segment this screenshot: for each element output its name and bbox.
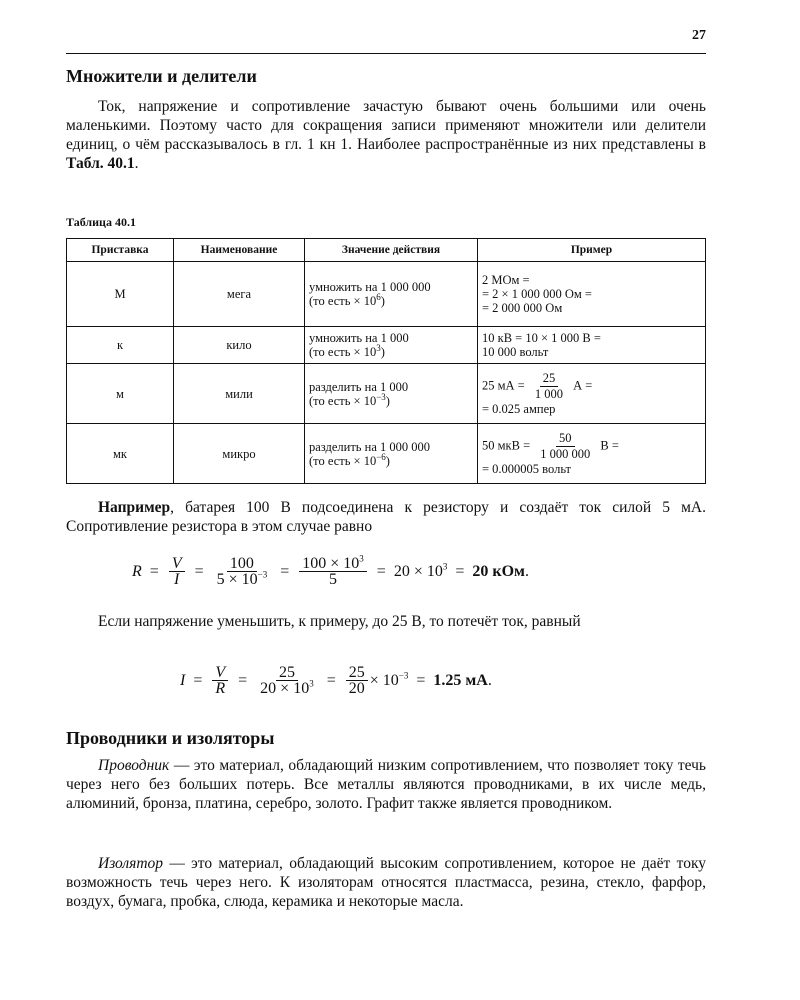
example-paragraph-1: [66, 498, 706, 536]
cell-name: мега: [174, 262, 305, 327]
power-exp: 3: [359, 553, 364, 564]
fraction-numerator: V: [169, 556, 185, 572]
fraction-numerator: 100: [227, 556, 257, 572]
section-title-multipliers: Множители и делители: [66, 66, 257, 86]
table-row: [67, 364, 706, 424]
formula-lhs: R: [132, 562, 142, 580]
conductor-paragraph: [66, 756, 706, 813]
formula-fraction: [299, 553, 367, 588]
example-fraction: [532, 371, 566, 402]
action-line: умножить на 1 000 000: [309, 280, 431, 294]
formula-resistance: [132, 553, 529, 588]
cell-name: мили: [174, 364, 305, 424]
cell-name: кило: [174, 327, 305, 364]
action-power-base: (то есть × 10: [309, 453, 377, 468]
formula-equals: =: [376, 562, 386, 580]
fraction-denominator: 1 000: [534, 387, 563, 401]
insulator-text: — это материал, обладающий высоким сопротивлением, которое не даёт току возможность течь через него. К изоляторам относятся пластмасса, резина, стекло, фарфор, воздух, бумага, пробка, слюда, керамика и некоторые масла.: [66, 855, 706, 910]
example-line: = 2 × 1 000 000 Ом =: [482, 287, 592, 301]
example-paragraph-2: Если напряжение уменьшить, к примеру, до 25 В, то потечёт ток, равный: [98, 613, 581, 630]
formula-power: [370, 672, 409, 690]
cell-example: [478, 262, 706, 327]
fraction-denominator: [214, 569, 271, 588]
example-text: , батарея 100 В подсоединена к резистору и создаёт ток силой 5 мА. Сопротивление резистора в этом случае равно: [66, 499, 706, 535]
action-power-exp: −6: [376, 451, 386, 462]
fraction-numerator: 25: [276, 665, 298, 681]
formula-equals: =: [416, 671, 426, 689]
formula-equals: =: [149, 562, 159, 580]
formula-fraction: [169, 556, 185, 587]
header-action: Значение действия: [305, 239, 478, 262]
formula-lhs: I: [180, 671, 186, 689]
prefix-table: [66, 238, 706, 484]
formula-fraction: [346, 665, 368, 696]
power-base: 100 × 10: [302, 555, 360, 572]
formula-fraction: [214, 556, 271, 587]
table-row: [67, 262, 706, 327]
formula-fraction: [212, 665, 228, 696]
action-line: разделить на 1 000 000: [309, 439, 430, 454]
example-line: = 2 000 000 Ом: [482, 301, 563, 315]
power-exp: 3: [442, 561, 448, 572]
action-power: [309, 451, 473, 468]
power-base: 20 × 10: [260, 680, 310, 697]
formula-equals: =: [326, 671, 336, 689]
formula-equals: =: [194, 562, 204, 580]
fraction-denominator: [257, 678, 317, 697]
cell-name: микро: [174, 424, 305, 484]
intro-paragraph: [66, 97, 706, 173]
example-line: 10 000 вольт: [482, 345, 549, 359]
example-unit: А =: [573, 378, 593, 393]
action-power: [309, 342, 473, 359]
formula-fraction: [257, 665, 317, 696]
fraction-denominator: R: [215, 680, 226, 697]
table-row: [67, 327, 706, 364]
action-power-close: ): [380, 294, 385, 308]
power-exp: −3: [398, 670, 409, 681]
fraction-denominator: 1 000 000: [540, 447, 591, 461]
example-lead: Например: [98, 499, 171, 516]
action-power: [309, 291, 473, 308]
power-base: × 10: [369, 671, 399, 689]
cell-prefix: к: [67, 327, 174, 364]
insulator-paragraph: [66, 854, 706, 911]
table-row: [67, 424, 706, 484]
intro-end: .: [134, 155, 139, 172]
action-power-close: ): [385, 393, 390, 408]
action-line: разделить на 1 000: [309, 379, 409, 394]
table-caption: Таблица 40.1: [66, 215, 136, 229]
example-line: 2 МОм =: [482, 273, 530, 287]
cell-prefix: мк: [67, 424, 174, 484]
formula-equals: =: [238, 671, 248, 689]
cell-action: [305, 424, 478, 484]
fraction-denominator: 20: [348, 680, 365, 697]
section-title-conductors: Проводники и изоляторы: [66, 728, 275, 748]
action-power: [309, 391, 473, 408]
example-line: 10 кВ = 10 × 1 000 В =: [482, 331, 601, 345]
cell-action: [305, 262, 478, 327]
formula-equals: =: [280, 562, 290, 580]
formula-equals: =: [455, 562, 465, 580]
formula-end: .: [524, 562, 529, 580]
example-fraction: [537, 431, 593, 462]
example-lhs: 50 мкВ =: [482, 438, 531, 453]
fraction-numerator: 25: [346, 665, 368, 681]
action-power-exp: 3: [376, 342, 381, 353]
fraction-numerator: 50: [556, 431, 575, 447]
cell-example: [478, 327, 706, 364]
conductor-term: Проводник: [98, 757, 170, 774]
power-base: 5 × 10: [216, 571, 258, 588]
example-unit: В =: [600, 438, 619, 453]
conductor-text: — это материал, обладающий низким сопротивлением, что позволяет току течь через него без больших потерь. Все металлы являются проводниками, в их числе медь, алюминий, бронза, платина, серебро, золото. Графит также является проводником.: [66, 757, 706, 812]
example-result: = 0.000005 вольт: [482, 462, 572, 476]
page-number: 27: [692, 28, 706, 43]
example-fraction-line: [482, 431, 701, 462]
example-lhs: 25 мА =: [482, 378, 525, 393]
header-example: Пример: [478, 239, 706, 262]
power-base: 20 × 10: [393, 562, 443, 580]
insulator-term: Изолятор: [98, 855, 164, 872]
action-power-base: (то есть × 10: [309, 393, 377, 408]
action-power-exp: 6: [376, 291, 381, 302]
formula-result: 1.25 мА: [433, 671, 488, 689]
action-power-base: (то есть × 10: [309, 294, 377, 308]
formula-result: 20 кОм: [472, 562, 525, 580]
header-name: Наименование: [174, 239, 305, 262]
header-prefix: Приставка: [67, 239, 174, 262]
intro-text: Ток, напряжение и сопротивление зачастую бывают очень большими или очень маленькими. Поэтому часто для сокращения записи применяют множители или делители единиц, о чём рассказывалось в гл. 1 кн 1. Наиболее распространённые из них представлены в: [66, 98, 706, 153]
formula-end: .: [487, 671, 492, 689]
fraction-numerator: 25: [540, 371, 559, 387]
cell-action: [305, 364, 478, 424]
cell-action: [305, 327, 478, 364]
header-rule: [66, 53, 706, 54]
fraction-denominator: 5: [329, 571, 338, 588]
action-power-exp: −3: [376, 391, 386, 402]
formula-power: [394, 563, 448, 581]
formula-current: [180, 665, 492, 696]
fraction-numerator: [299, 553, 367, 572]
action-power-base: (то есть × 10: [309, 345, 377, 359]
cell-example: [478, 364, 706, 424]
example-result: = 0.025 ампер: [482, 402, 556, 416]
cell-prefix: м: [67, 364, 174, 424]
formula-equals: =: [193, 671, 203, 689]
table-reference: Табл. 40.1: [66, 155, 135, 172]
example-fraction-line: [482, 371, 701, 402]
power-exp: −3: [257, 569, 268, 580]
action-power-close: ): [380, 345, 385, 359]
action-power-close: ): [385, 453, 390, 468]
fraction-denominator: I: [174, 571, 180, 588]
action-line: умножить на 1 000: [309, 331, 409, 345]
cell-example: [478, 424, 706, 484]
cell-prefix: М: [67, 262, 174, 327]
power-exp: 3: [309, 678, 314, 689]
table-header-row: [67, 239, 706, 262]
fraction-numerator: V: [212, 665, 228, 681]
